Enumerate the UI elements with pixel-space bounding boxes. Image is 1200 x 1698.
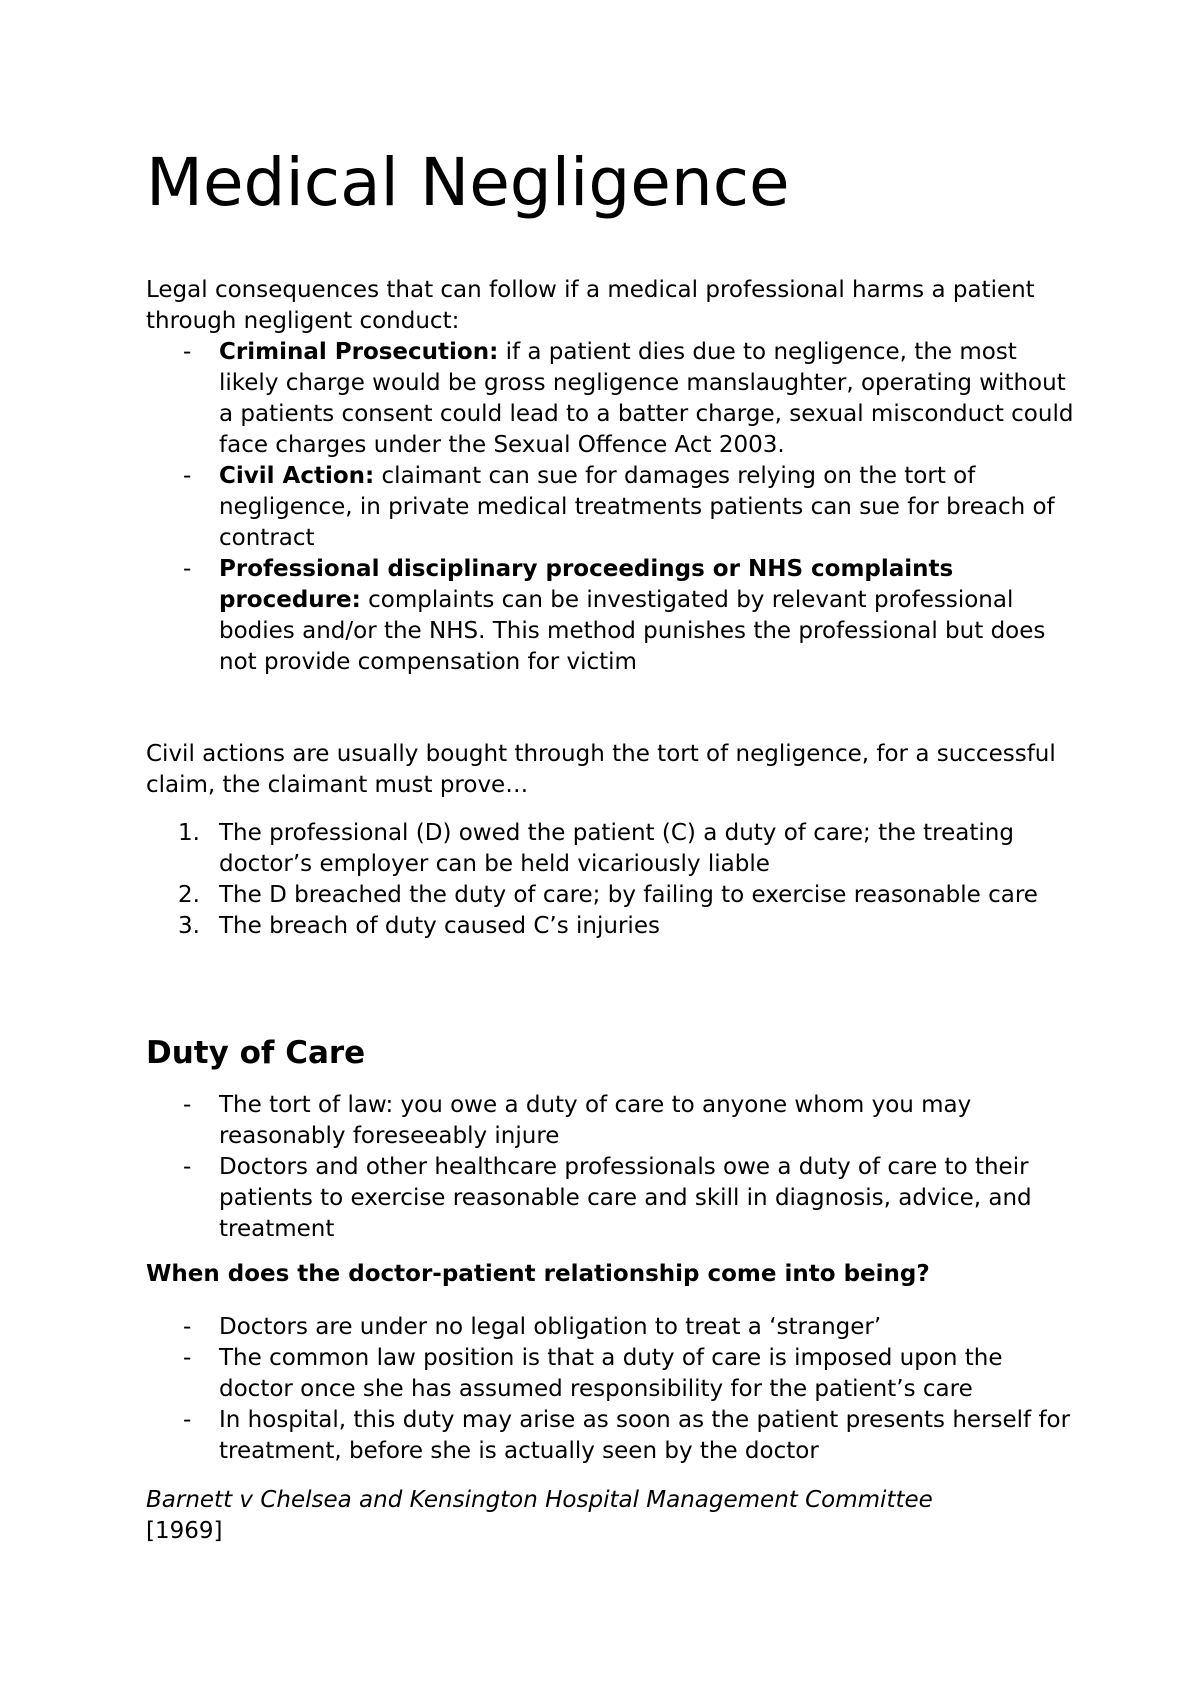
item-text: Doctors and other healthcare professionals owe a duty of care to their patients to exercise reasonable care and skill in diagnosis, advice, and treatment bbox=[219, 1154, 1032, 1242]
list-item-criminal-prosecution bbox=[146, 337, 1076, 461]
list-item bbox=[146, 1152, 1076, 1245]
item-label: Professional disciplinary proceedings or NHS complaints procedure: bbox=[219, 556, 954, 613]
duty-points-list bbox=[146, 1090, 1076, 1245]
item-text: The tort of law: you owe a duty of care to anyone whom you may reasonably foreseeably injure bbox=[219, 1092, 972, 1149]
item-text: The professional (D) owed the patient (C) a duty of care; the treating doctor’s employer can be held vicariously liable bbox=[219, 820, 1014, 877]
dash-marker: - bbox=[183, 1314, 192, 1340]
item-text: if a patient dies due to negligence, the most likely charge would be gross negligence manslaughter, operating without a patients consent could lead to a batter charge, sexual misconduct could face charges under the Sexual Offence Act 2003. bbox=[219, 339, 1074, 458]
item-label: Criminal Prosecution: bbox=[219, 339, 499, 365]
item-text: The D breached the duty of care; by failing to exercise reasonable care bbox=[219, 882, 1038, 908]
case-year: [1969] bbox=[146, 1518, 223, 1544]
case-citation bbox=[146, 1485, 1076, 1547]
list-item bbox=[146, 1312, 1076, 1343]
item-text: In hospital, this duty may arise as soon as the patient presents herself for treatment, before she is actually seen by the doctor bbox=[219, 1407, 1071, 1464]
dash-marker: - bbox=[183, 463, 192, 489]
number-marker: 3. bbox=[178, 913, 200, 939]
relationship-points-list bbox=[146, 1312, 1076, 1467]
subheading-relationship-question: When does the doctor-patient relationship come into being? bbox=[146, 1261, 930, 1287]
item-text: The breach of duty caused C’s injuries bbox=[219, 913, 660, 939]
list-item bbox=[146, 1090, 1076, 1152]
consequences-list bbox=[146, 337, 1076, 678]
dash-marker: - bbox=[183, 1092, 192, 1118]
list-item-causation bbox=[146, 911, 1076, 942]
list-item-duty-owed bbox=[146, 818, 1076, 880]
number-marker: 2. bbox=[178, 882, 200, 908]
item-text: Doctors are under no legal obligation to treat a ‘stranger’ bbox=[219, 1314, 882, 1340]
civil-actions-paragraph: Civil actions are usually bought through the tort of negligence, for a successful claim, the claimant must prove… bbox=[146, 741, 1056, 798]
number-marker: 1. bbox=[178, 820, 200, 846]
dash-marker: - bbox=[183, 556, 192, 582]
list-item bbox=[146, 1405, 1076, 1467]
dash-marker: - bbox=[183, 339, 192, 365]
case-name: Barnett v Chelsea and Kensington Hospital Management Committee bbox=[146, 1487, 933, 1513]
dash-marker: - bbox=[183, 1154, 192, 1180]
item-text: claimant can sue for damages relying on the tort of negligence, in private medical treatments patients can sue for breach of contract bbox=[219, 463, 1055, 551]
item-label: Civil Action: bbox=[219, 463, 375, 489]
intro-paragraph: Legal consequences that can follow if a medical professional harms a patient through negligent conduct: bbox=[146, 277, 1035, 334]
document-title: Medical Negligence bbox=[146, 144, 790, 221]
list-item bbox=[146, 1343, 1076, 1405]
item-text: complaints can be investigated by relevant professional bodies and/or the NHS. This method punishes the professional but does not provide compensation for victim bbox=[219, 587, 1046, 675]
dash-marker: - bbox=[183, 1407, 192, 1433]
list-item-professional-disciplinary bbox=[146, 554, 1076, 678]
item-text: The common law position is that a duty of care is imposed upon the doctor once she has assumed responsibility for the patient’s care bbox=[219, 1345, 1003, 1402]
dash-marker: - bbox=[183, 1345, 192, 1371]
list-item-duty-breached bbox=[146, 880, 1076, 911]
list-item-civil-action bbox=[146, 461, 1076, 554]
section-heading-duty-of-care: Duty of Care bbox=[146, 1035, 366, 1071]
claim-elements-list bbox=[146, 818, 1076, 942]
